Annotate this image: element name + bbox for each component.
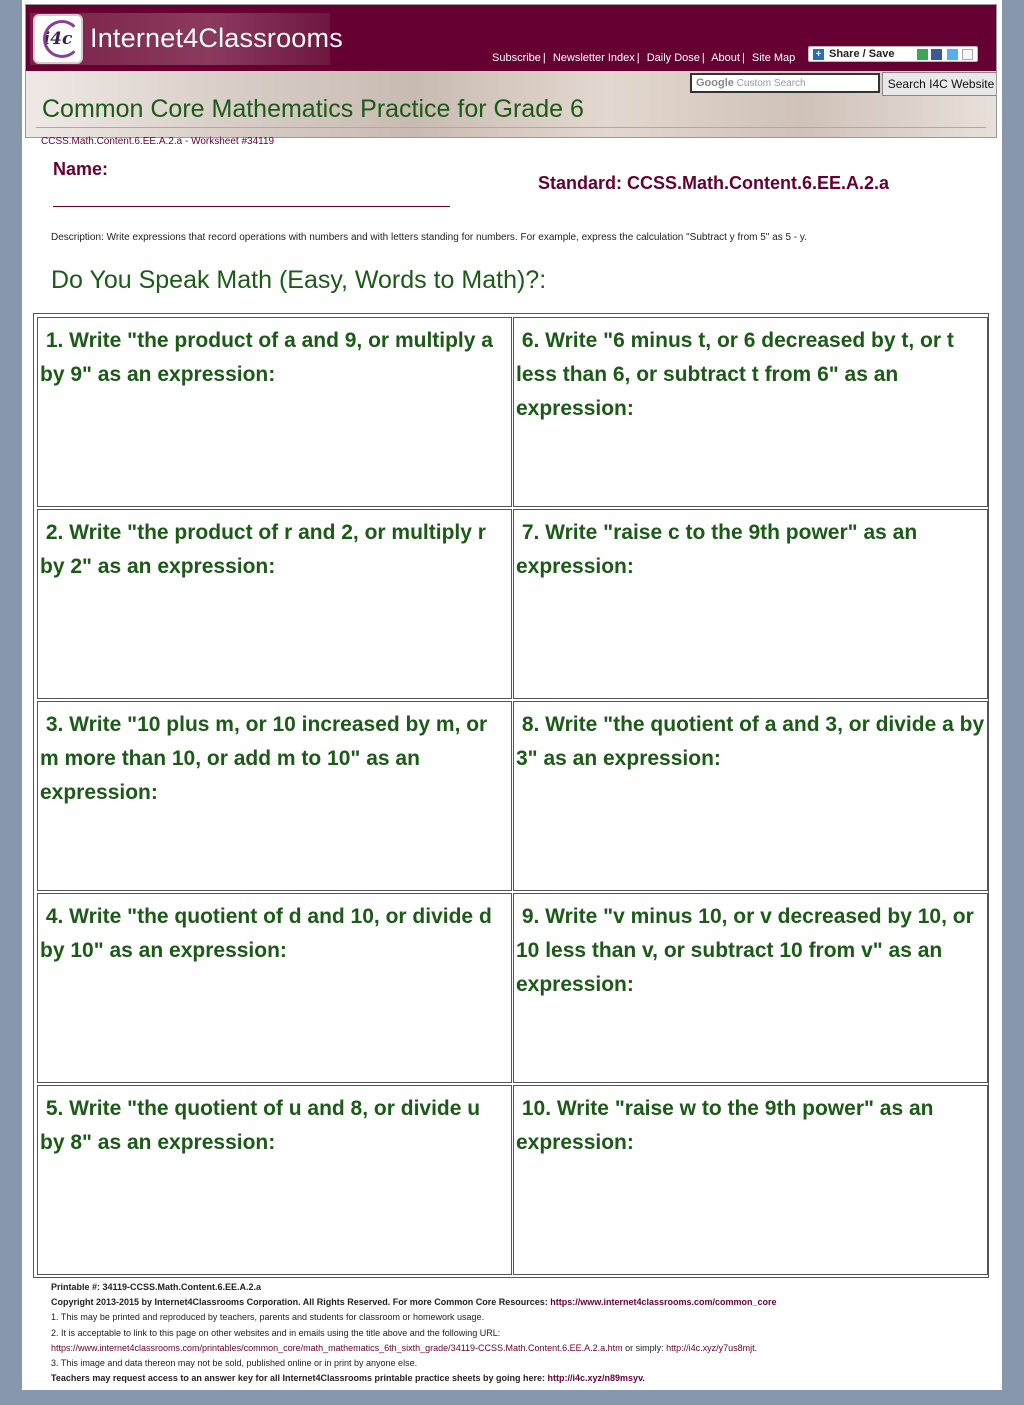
google-logo: Google — [696, 77, 734, 89]
nav-newsletter-index[interactable]: Newsletter Index — [552, 52, 635, 64]
question-grid — [33, 313, 989, 1278]
printable-number: Printable #: 34119-CCSS.Math.Content.6.EE.A.2.a — [51, 1282, 262, 1292]
question-cell: 2. Write "the product of r and 2, or multiply r by 2" as an expression: — [37, 509, 512, 699]
search-button[interactable]: Search I4C Website — [882, 72, 997, 96]
note-2-or: or simply: — [622, 1342, 667, 1353]
logo-ring-icon — [43, 20, 81, 58]
question-cell: 5. Write "the quotient of u and 8, or divide u by 8" as an expression: — [37, 1085, 512, 1275]
page-title: Common Core Mathematics Practice for Grade 6 — [42, 95, 584, 123]
note-1: 1. This may be printed and reproduced by teachers, parents and students for classroom or homework usage. — [51, 1312, 485, 1323]
nav-site-map[interactable]: Site Map — [751, 52, 796, 64]
copyright — [51, 1295, 991, 1310]
question-cell: 8. Write "the quotient of a and 3, or divide a by 3" as an expression: — [513, 701, 988, 891]
question-cell: 6. Write "6 minus t, or 6 decreased by t, or t less than 6, or subtract t from 6" as an expression: — [513, 317, 988, 507]
more-share-icon — [962, 49, 973, 60]
note-3: 3. This image and data thereon may not be sold, published online or in print by anyone else. — [51, 1358, 418, 1369]
site-header — [25, 4, 997, 138]
share-plus-icon: + — [813, 49, 824, 60]
worksheet-page — [22, 0, 1002, 1390]
nav-separator: | — [741, 52, 745, 64]
top-bar — [26, 5, 996, 71]
answer-key-link[interactable]: http://i4c.xyz/n89msyv. — [547, 1373, 645, 1384]
share-label: Share / Save — [829, 48, 895, 60]
search-placeholder: Custom Search — [736, 78, 806, 89]
question-cell: 4. Write "the quotient of d and 10, or divide d by 10" as an expression: — [37, 893, 512, 1083]
share-email-icon — [917, 49, 928, 60]
site-logo[interactable] — [30, 13, 343, 65]
standard-label: Standard: CCSS.Math.Content.6.EE.A.2.a — [538, 173, 890, 193]
nav-separator: | — [636, 52, 640, 64]
nav-subscribe[interactable]: Subscribe — [492, 52, 541, 64]
logo-badge-text: i4c — [43, 29, 73, 49]
search-input[interactable] — [690, 73, 880, 93]
worksheet-crumb: CCSS.Math.Content.6.EE.A.2.a - Worksheet #34119 — [41, 136, 275, 147]
worksheet-url-link[interactable]: https://www.internet4classrooms.com/printables/common_core/math_mathematics_6th_sixth_grade/34119-CCSS.Math.Content.6.EE.A.2.a.htm — [51, 1342, 623, 1353]
name-line — [53, 206, 450, 207]
title-divider — [36, 127, 986, 128]
answer-key-note — [51, 1371, 991, 1386]
question-cell: 3. Write "10 plus m, or 10 increased by m, or m more than 10, or add m to 10" as an expression: — [37, 701, 512, 891]
description: Description: Write expressions that record operations with numbers and with letters standing for numbers. For example, express the calculation "Subtract y from 5" as 5 - y. — [51, 232, 807, 243]
twitter-icon — [947, 49, 958, 60]
question-cell: 10. Write "raise w to the 9th power" as an expression: — [513, 1085, 988, 1275]
short-url-link[interactable]: http://i4c.xyz/y7us8mjt. — [666, 1342, 758, 1353]
question-cell: 1. Write "the product of a and 9, or multiply a by 9" as an expression: — [37, 317, 512, 507]
nav-separator: | — [701, 52, 705, 64]
common-core-link[interactable]: https://www.internet4classrooms.com/common_core — [550, 1297, 777, 1308]
nav-daily-dose[interactable]: Daily Dose — [646, 52, 700, 64]
name-label: Name: — [53, 159, 109, 179]
section-title: Do You Speak Math (Easy, Words to Math)?: — [51, 266, 547, 294]
i4c-logo-icon — [33, 14, 83, 64]
answer-key-text: Teachers may request access to an answer key for all Internet4Classrooms printable practice sheets by going here: — [51, 1373, 548, 1384]
logo-text: Internet4Classrooms — [90, 23, 343, 53]
copyright-text: Copyright 2013-2015 by Internet4Classrooms Corporation. All Rights Reserved. For more Common Core Resources: — [51, 1297, 551, 1308]
facebook-icon — [931, 49, 942, 60]
top-nav — [492, 52, 795, 64]
nav-about[interactable]: About — [711, 52, 740, 64]
question-cell: 9. Write "v minus 10, or v decreased by 10, or 10 less than v, or subtract 10 from v" as an expression: — [513, 893, 988, 1083]
footer — [51, 1280, 991, 1386]
note-2: 2. It is acceptable to link to this page on other websites and in emails using the title above and the following URL: — [51, 1327, 501, 1338]
nav-separator: | — [542, 52, 546, 64]
note-2-urls — [51, 1341, 991, 1356]
question-cell: 7. Write "raise c to the 9th power" as an expression: — [513, 509, 988, 699]
share-save-button[interactable] — [808, 46, 978, 62]
